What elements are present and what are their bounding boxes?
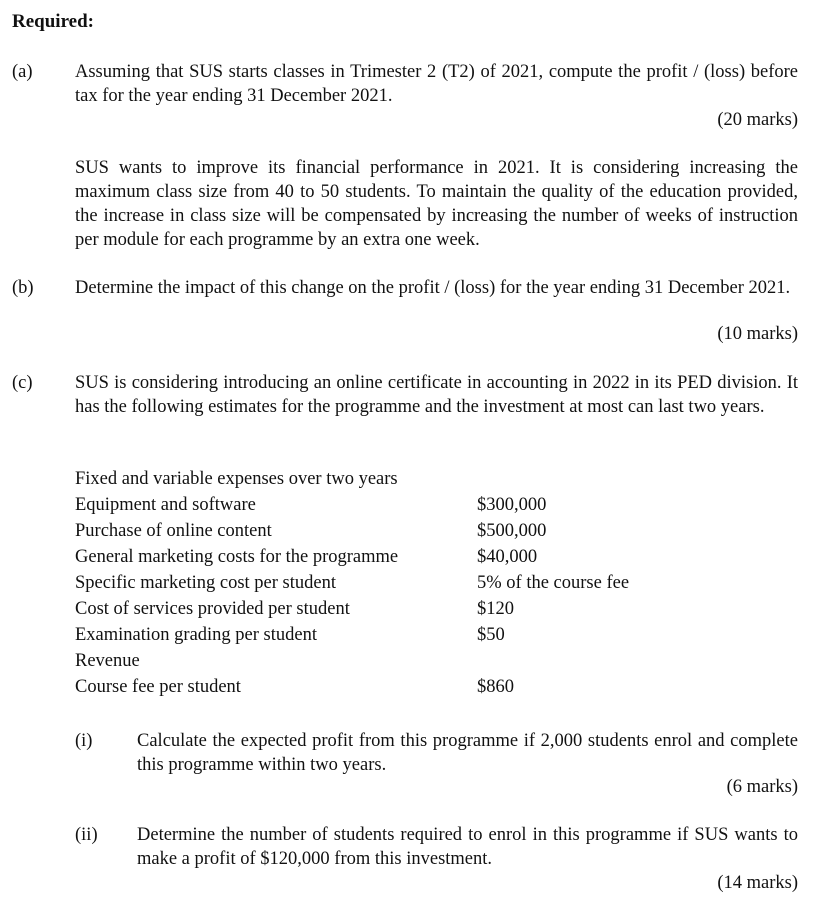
estimate-item: Fixed and variable expenses over two years bbox=[75, 469, 398, 489]
part-a-marks: (20 marks) bbox=[717, 110, 798, 130]
estimate-item: Course fee per student bbox=[75, 677, 241, 697]
estimates-table bbox=[75, 466, 675, 700]
estimates-row bbox=[75, 466, 675, 492]
estimate-value: $50 bbox=[477, 625, 505, 645]
part-a-question: Assuming that SUS starts classes in Trimester 2 (T2) of 2021, compute the profit / (loss) before tax for the year ending 31 December 2021. bbox=[75, 62, 798, 106]
part-c-label: (c) bbox=[12, 373, 33, 393]
estimates-row bbox=[75, 648, 675, 674]
required-heading: Required: bbox=[12, 11, 94, 32]
estimate-item: Equipment and software bbox=[75, 495, 256, 515]
part-b-marks: (10 marks) bbox=[717, 324, 798, 344]
estimates-row bbox=[75, 518, 675, 544]
part-c-ii-label: (ii) bbox=[75, 825, 98, 845]
estimates-row bbox=[75, 622, 675, 648]
part-c-question: SUS is considering introducing an online certificate in accounting in 2022 in its PED division. It has the following estimates for the programme and the investment at most can last two years. bbox=[75, 373, 798, 417]
part-c-ii-marks: (14 marks) bbox=[717, 873, 798, 893]
estimate-item: Revenue bbox=[75, 651, 140, 671]
estimate-item: General marketing costs for the programme bbox=[75, 547, 399, 567]
estimate-value: $860 bbox=[477, 677, 514, 697]
estimates-row bbox=[75, 570, 675, 596]
estimate-value: $120 bbox=[477, 599, 514, 619]
part-b-context: SUS wants to improve its financial performance in 2021. It is considering increasing the maximum class size from 40 to 50 students. To maintain the quality of the education provided, the increase in class size will be compensated by increasing the number of weeks of instruction per module for each programme by an extra one week. bbox=[75, 158, 798, 250]
estimate-item: Cost of services provided per student bbox=[75, 599, 350, 619]
estimates-row bbox=[75, 492, 675, 518]
estimate-value: 5% of the course fee bbox=[477, 573, 630, 593]
estimates-row bbox=[75, 596, 675, 622]
estimate-value: $40,000 bbox=[477, 547, 538, 567]
part-c-i-marks: (6 marks) bbox=[726, 777, 798, 797]
estimate-item: Examination grading per student bbox=[75, 625, 317, 645]
part-c-ii-question: Determine the number of students required to enrol in this programme if SUS wants to make a profit of $120,000 from this investment. bbox=[137, 825, 798, 869]
estimate-item: Specific marketing cost per student bbox=[75, 573, 336, 593]
estimates-row bbox=[75, 544, 675, 570]
part-b-question: Determine the impact of this change on the profit / (loss) for the year ending 31 December 2021. bbox=[75, 278, 791, 298]
part-c-i-question: Calculate the expected profit from this programme if 2,000 students enrol and complete this programme within two years. bbox=[137, 731, 798, 775]
estimate-item: Purchase of online content bbox=[75, 521, 272, 541]
estimate-value: $500,000 bbox=[477, 521, 547, 541]
estimate-value: $300,000 bbox=[477, 495, 547, 515]
estimates-row bbox=[75, 674, 675, 700]
part-b-label: (b) bbox=[12, 278, 34, 298]
part-c-i-label: (i) bbox=[75, 731, 93, 751]
part-a-label: (a) bbox=[12, 62, 33, 82]
